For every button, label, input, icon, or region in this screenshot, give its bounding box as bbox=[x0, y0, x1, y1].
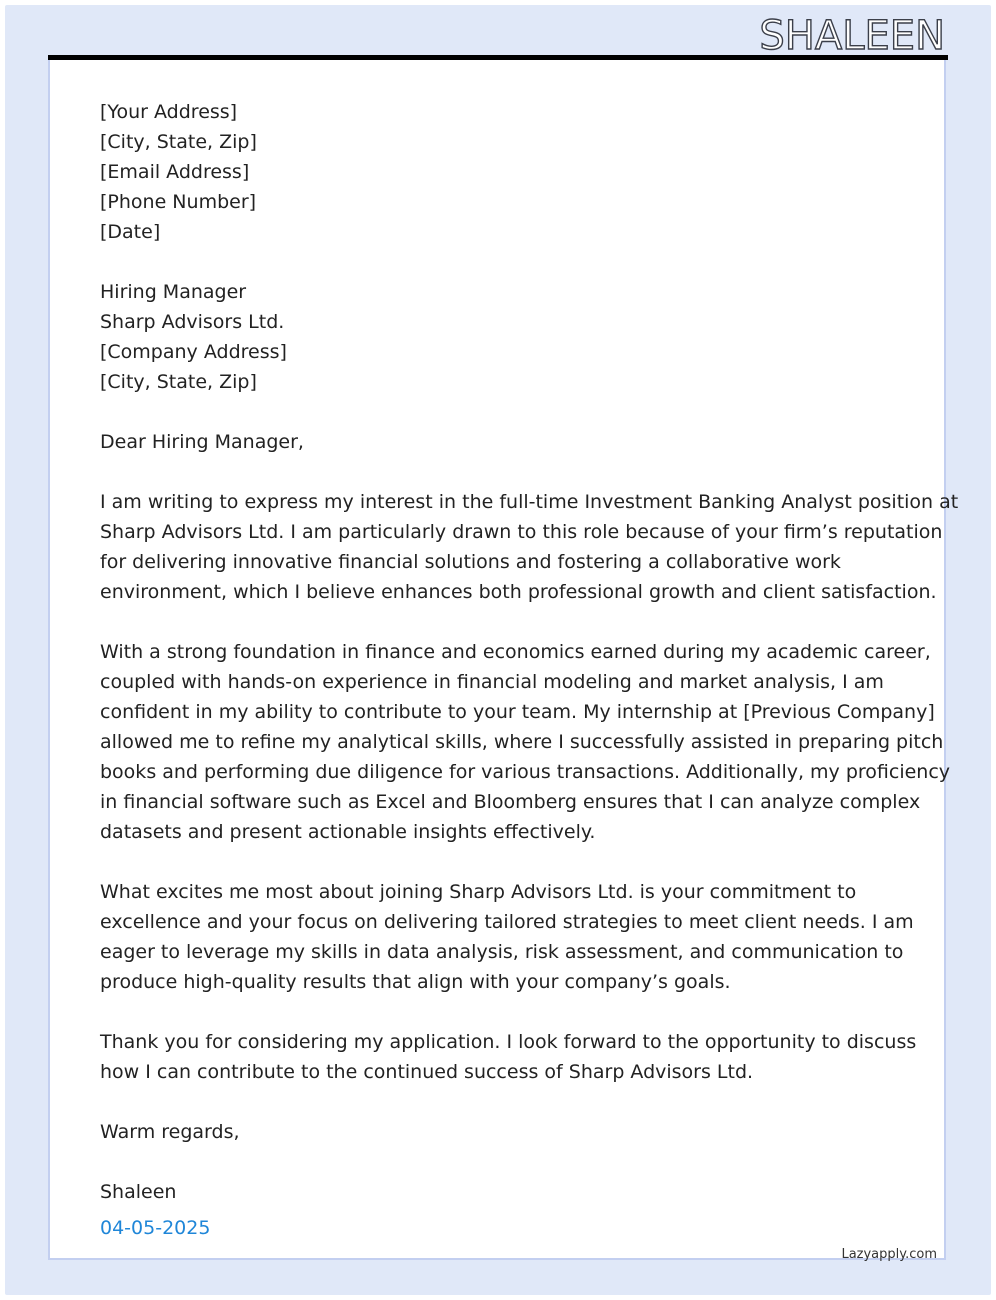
recipient-city-state-zip: [City, State, Zip] bbox=[100, 371, 257, 393]
spacer bbox=[100, 397, 900, 427]
sender-city-state-zip: [City, State, Zip] bbox=[100, 131, 257, 153]
spacer bbox=[100, 457, 900, 487]
paragraph-line: excellence and your focus on delivering tailored strategies to meet client needs. I am bbox=[100, 911, 914, 933]
paragraph-line: environment, which I believe enhances both professional growth and client satisfaction. bbox=[100, 581, 937, 603]
body-paragraph-2 bbox=[100, 637, 951, 847]
closing: Warm regards, bbox=[100, 1121, 240, 1143]
paragraph-line: Sharp Advisors Ltd. I am particularly drawn to this role because of your firm’s reputation bbox=[100, 521, 943, 543]
brand-name: SHALEEN bbox=[759, 13, 945, 59]
paragraph-line: produce high-quality results that align with your company’s goals. bbox=[100, 971, 731, 993]
salutation: Dear Hiring Manager, bbox=[100, 431, 304, 453]
spacer bbox=[100, 997, 900, 1027]
recipient-address: [Company Address] bbox=[100, 341, 287, 363]
sender-email: [Email Address] bbox=[100, 161, 250, 183]
body-paragraph-1 bbox=[100, 487, 959, 607]
spacer bbox=[100, 1087, 900, 1117]
paragraph-line: I am writing to express my interest in the full-time Investment Banking Analyst position at bbox=[100, 491, 959, 513]
paragraph-line: With a strong foundation in finance and economics earned during my academic career, bbox=[100, 641, 931, 663]
recipient-company: Sharp Advisors Ltd. bbox=[100, 311, 285, 333]
body-paragraph-3 bbox=[100, 877, 914, 997]
paragraph-line: eager to leverage my skills in data analysis, risk assessment, and communication to bbox=[100, 941, 904, 963]
recipient-title: Hiring Manager bbox=[100, 281, 247, 303]
paragraph-line: for delivering innovative financial solutions and fostering a collaborative work bbox=[100, 551, 841, 573]
spacer bbox=[100, 1147, 900, 1177]
sender-address: [Your Address] bbox=[100, 101, 238, 123]
paragraph-line: coupled with hands-on experience in financial modeling and market analysis, I am bbox=[100, 671, 884, 693]
signed-date: 04-05-2025 bbox=[100, 1217, 211, 1239]
paragraph-line: in financial software such as Excel and Bloomberg ensures that I can analyze complex bbox=[100, 791, 921, 813]
signature: Shaleen bbox=[100, 1181, 177, 1203]
spacer bbox=[100, 847, 900, 877]
sender-phone: [Phone Number] bbox=[100, 191, 257, 213]
spacer bbox=[100, 247, 900, 277]
paragraph-line: What excites me most about joining Sharp Advisors Ltd. is your commitment to bbox=[100, 881, 857, 903]
paragraph-line: confident in my ability to contribute to your team. My internship at [Previous Company] bbox=[100, 701, 935, 723]
cover-letter bbox=[100, 97, 959, 1243]
footer-credit: Lazyapply.com bbox=[841, 1247, 937, 1262]
sender-block bbox=[100, 97, 900, 247]
paragraph-line: books and performing due diligence for various transactions. Additionally, my proficiency bbox=[100, 761, 951, 783]
body-paragraph-4 bbox=[100, 1027, 917, 1087]
paragraph-line: how I can contribute to the continued success of Sharp Advisors Ltd. bbox=[100, 1061, 754, 1083]
paragraph-line: datasets and present actionable insights effectively. bbox=[100, 821, 596, 843]
spacer bbox=[100, 607, 900, 637]
recipient-block bbox=[100, 277, 900, 397]
sender-date: [Date] bbox=[100, 221, 161, 243]
paragraph-line: Thank you for considering my application. I look forward to the opportunity to discuss bbox=[100, 1031, 917, 1053]
paragraph-line: allowed me to refine my analytical skills, where I successfully assisted in preparing pitch bbox=[100, 731, 944, 753]
